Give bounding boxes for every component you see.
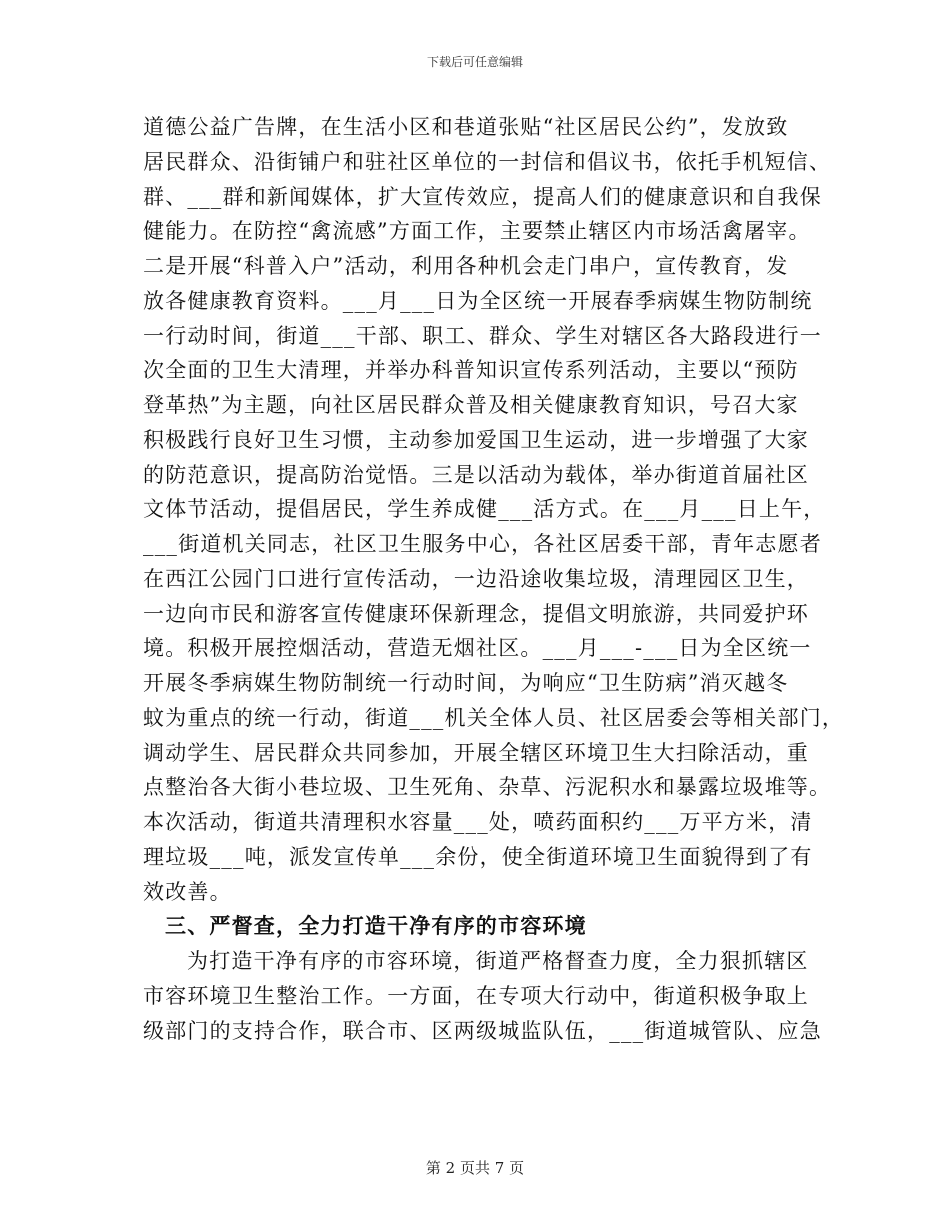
- body-line: 在西江公园门口进行宣传活动，一边沿途收集垃圾，清理园区卫生，: [143, 566, 809, 591]
- body-line: 一行动时间，街道___干部、职工、群众、学生对辖区各大路段进行一: [143, 323, 822, 348]
- body-line: 效改善。: [143, 879, 232, 904]
- section-line: 为打造干净有序的市容环境，街道严格督查力度，全力狠抓辖区: [187, 949, 809, 973]
- body-line: 境。积极开展控烟活动，营造无烟社区。___月___-___日为全区统一: [143, 636, 812, 661]
- body-line: 本次活动，街道共清理积水容量___处，喷药面积约___万平方米，清: [143, 810, 813, 834]
- body-line: 道德公益广告牌，在生活小区和巷道张贴“社区居民公约”，发放致: [143, 115, 789, 139]
- body-line: 登革热”为主题，向社区居民群众普及相关健康教育知识，号召大家: [143, 393, 799, 417]
- body-line: 点整治各大街小巷垃圾、卫生死角、杂草、污泥积水和暴露垃圾堆等。: [143, 775, 832, 800]
- body-line: 放各健康教育资料。___月___日为全区统一开展春季病媒生物防制统: [143, 288, 813, 313]
- body-line: 居民群众、沿街铺户和驻社区单位的一封信和倡议书，依托手机短信、: [143, 149, 832, 174]
- section-heading: 三、严督查，全力打造干净有序的市容环境: [165, 914, 587, 939]
- body-line: 群、___群和新闻媒体，扩大宣传效应，提高人们的健康意识和自我保: [143, 184, 822, 209]
- body-line: 蚊为重点的统一行动，街道___机关全体人员、社区居委会等相关部门，: [143, 705, 845, 730]
- page-header: 下载后可任意编辑: [426, 55, 523, 69]
- body-line: 文体节活动，提倡居民，学生养成健___活方式。在___月___日上午，: [143, 497, 826, 522]
- body-line: 理垃圾___吨，派发宣传单___余份，使全街道环境卫生面貌得到了有: [143, 844, 813, 869]
- section-line: 市容环境卫生整治工作。一方面，在专项大行动中，街道积极争取上: [143, 983, 809, 1008]
- body-line: 的防范意识，提高防治觉悟。三是以活动为载体，举办街道首届社区: [143, 462, 809, 487]
- section-line: 级部门的支持合作，联合市、区两级城监队伍，___街道城管队、应急: [143, 1018, 822, 1043]
- body-line: ___街道机关同志，社区卫生服务中心，各社区居委干部，青年志愿者: [143, 532, 822, 556]
- body-line: 健能力。在防控“禽流感”方面工作，主要禁止辖区内市场活禽屠宰。: [143, 219, 811, 244]
- body-line: 积极践行良好卫生习惯，主动参加爱国卫生运动，进一步增强了大家: [143, 427, 809, 452]
- body-line: 二是开展“科普入户”活动，利用各种机会走门串户，宣传教育，发: [143, 254, 789, 278]
- body-line: 次全面的卫生大清理，并举办科普知识宣传系列活动，主要以“预防: [143, 358, 799, 383]
- body-line: 调动学生、居民群众共同参加，开展全辖区环境卫生大扫除活动，重: [143, 740, 809, 765]
- page-footer: 第 2 页共 7 页: [425, 1159, 525, 1177]
- document-body: [143, 110, 845, 1048]
- body-line: 开展冬季病媒生物防制统一行动时间，为响应“卫生防病”消灭越冬: [143, 671, 789, 695]
- body-line: 一边向市民和游客宣传健康环保新理念，提倡文明旅游，共同爱护环: [143, 601, 809, 626]
